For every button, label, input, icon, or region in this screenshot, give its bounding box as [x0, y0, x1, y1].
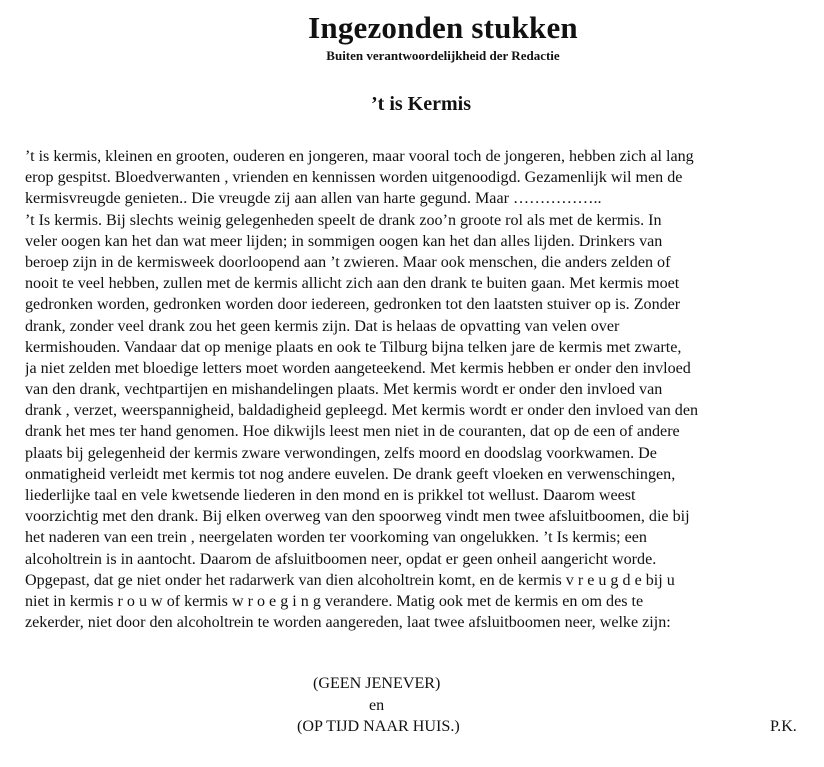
article-line: zekerder, niet door den alcoholtrein te worden aangereden, laat twee afsluitboomen neer, welke zijn:: [25, 614, 671, 632]
article-line: van den drank, vechtpartijen en mishandelingen plaats. Met kermis wordt er onder den invloed van: [25, 381, 663, 399]
article-line: ’t Is kermis. Bij slechts weinig gelegenheden speelt de drank zoo’n groote rol als met de kermis. In: [25, 211, 662, 229]
closing-line-geen-jenever: (GEEN JENEVER): [313, 675, 441, 692]
article-line: niet in kermis r o u w of kermis w r o e g i n g verandere. Matig ook met de kermis en om des te: [25, 592, 644, 610]
page-subtitle: Buiten verantwoordelijkheid der Redactie: [326, 48, 560, 63]
article-line: voorzichtig met den drank. Bij elken overweg van den spoorweg vindt men twee afsluitboomen, die bij: [25, 508, 690, 526]
signature: P.K.: [770, 718, 797, 735]
article-line: nooit te veel hebben, zullen met de kermis allicht zich aan den drank te buiten gaan. Met kermis moet: [25, 275, 680, 293]
article-line: ’t is kermis, kleinen en grooten, ouderen en jongeren, maar vooral toch de jongeren, hebben zich al lang: [25, 148, 694, 165]
article-line: drank het mes ter hand genomen. Hoe dikwijls leest men niet in de couranten, dat op de een of andere: [25, 423, 680, 441]
article-line: kermisvreugde genieten.. Die vreugde zij aan allen van harte gegund. Maar ……………..: [25, 190, 602, 208]
article-line: drank, zonder veel drank zou het geen kermis zijn. Dat is helaas de opvatting van velen over: [25, 317, 620, 335]
article-line: alcoholtrein is in aantocht. Daarom de afsluitboomen neer, opdat er geen onheil aangericht worde.: [25, 550, 657, 568]
article-line: onmatigheid verleidt met kermis tot nog andere euvelen. De drank geeft vloeken en verwenschingen,: [25, 465, 676, 483]
article-heading: ’t is Kermis: [371, 93, 471, 115]
page-title: Ingezonden stukken: [308, 10, 578, 45]
article-line: beroep zijn in de kermisweek doorloopend aan ’t zwieren. Maar ook menschen, die anders zelden of: [25, 253, 671, 271]
closing-line-op-tijd: (OP TIJD NAAR HUIS.): [297, 718, 460, 735]
article-line: ja niet zelden met bloedige letters moet worden aangeteekend. Met kermis hebben er onder den invloed: [25, 359, 691, 377]
article-line: erop gespitst. Bloedverwanten , vrienden en kennissen worden uitgenoodigd. Gezamenlijk wil men de: [25, 169, 683, 187]
article-line: Opgepast, dat ge niet onder het radarwerk van dien alcoholtrein komt, en de kermis v r e u g d e bij u: [25, 571, 675, 589]
closing-line-en: en: [369, 697, 385, 714]
article-line: gedronken worden, gedronken worden door iedereen, gedronken tot den laatsten stuiver op is. Zonder: [25, 296, 681, 314]
article-line: liederlijke taal en vele kwetsende liederen in den mond en is prikkel tot wellust. Daarom weest: [25, 487, 636, 504]
article-line: drank , verzet, weerspannigheid, baldadigheid gepleegd. Met kermis wordt er onder den invloed van den: [25, 402, 699, 420]
article-line: kermishouden. Vandaar dat op menige plaats en ook te Tilburg bijna telken jare de kermis met zwarte,: [25, 338, 682, 356]
article-line: plaats bij gelegenheid der kermis zware verwondingen, zelfs moord en doodslag voorkwamen. De: [25, 444, 657, 462]
article-line: veler oogen kan het dan wat meer lijden; in sommigen oogen kan het dan alles lijden. Drinkers van: [25, 232, 663, 250]
article-body: [25, 146, 824, 633]
article-line: het naderen van een trein , neergelaten worden ter voorkoming van ongelukken. ’t Is kermis; een: [25, 529, 647, 547]
